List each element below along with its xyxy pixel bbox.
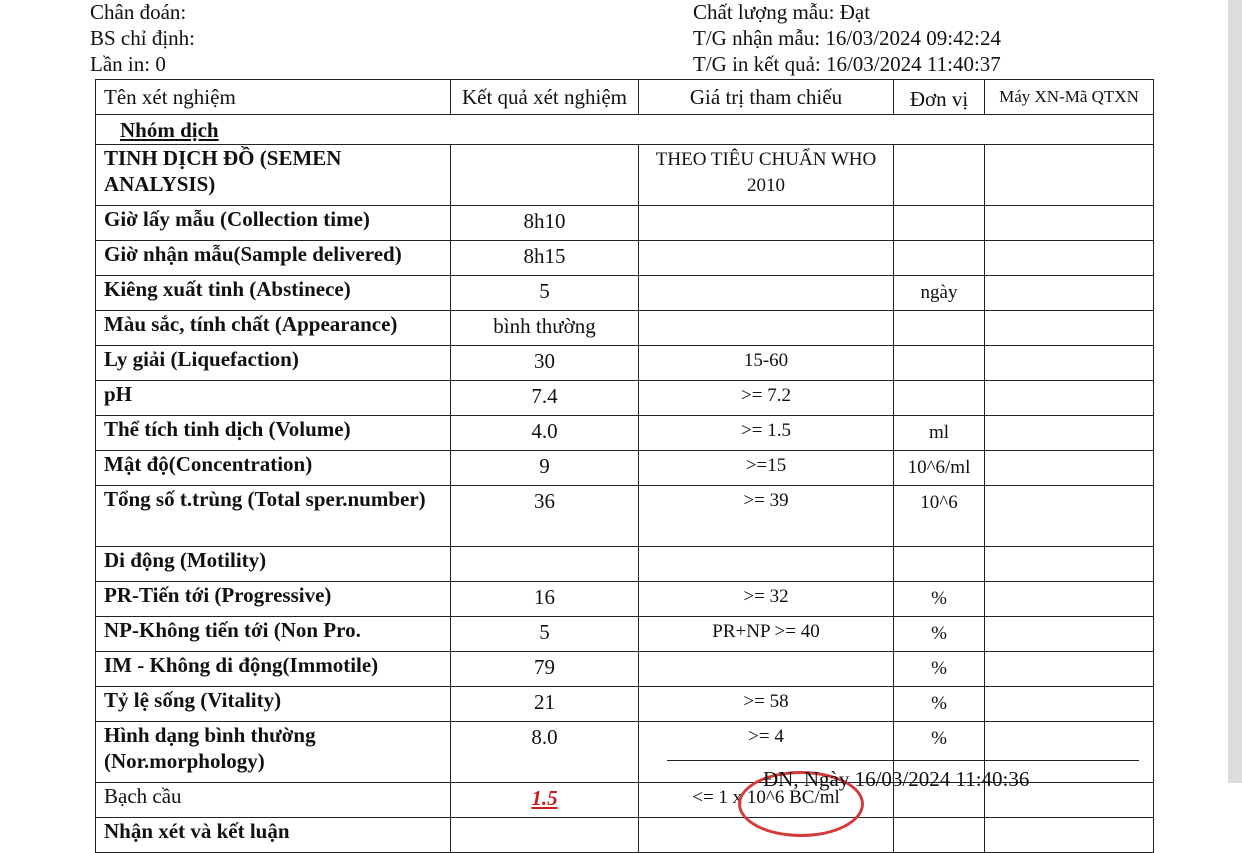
test-name: Bạch cầu [96,783,451,818]
test-result [451,818,639,853]
test-unit [894,206,985,241]
test-unit [894,818,985,853]
test-name: Tỷ lệ sống (Vitality) [96,687,451,722]
table-row [96,547,1154,582]
page-edge [1228,0,1242,783]
test-machine [985,818,1154,853]
test-name: Hình dạng bình thường (Nor.morphology) [96,722,451,783]
test-machine [985,346,1154,381]
test-machine [985,241,1154,276]
test-unit [894,241,985,276]
test-name: Kiêng xuất tinh (Abstinece) [96,276,451,311]
table-row [96,617,1154,652]
table-row [96,145,1154,206]
test-machine [985,486,1154,547]
test-unit [894,346,985,381]
table-row [96,346,1154,381]
test-reference: <= 1 x 10^6 BC/ml [639,783,894,818]
test-unit: ngày [894,276,985,311]
table-row [96,276,1154,311]
table-row [96,818,1154,853]
test-machine [985,451,1154,486]
test-result: 5 [451,276,639,311]
table-row [96,381,1154,416]
test-machine [985,381,1154,416]
test-unit: % [894,582,985,617]
test-unit: % [894,617,985,652]
column-header: Máy XN-Mã QTXN [985,80,1154,115]
result-time: T/G in kết quả: 16/03/2024 11:40:37 [693,52,1001,76]
table-row [96,687,1154,722]
test-result [451,145,639,206]
test-result: 36 [451,486,639,547]
abnormal-result-flag: 1.5 [531,786,558,810]
test-name: PR-Tiến tới (Progressive) [96,582,451,617]
column-header: Tên xét nghiệm [96,80,451,115]
group-row [96,115,1154,145]
test-reference [639,276,894,311]
test-name: Màu sắc, tính chất (Appearance) [96,311,451,346]
test-machine [985,582,1154,617]
test-name: Giờ nhận mẫu(Sample delivered) [96,241,451,276]
test-result: 16 [451,582,639,617]
test-reference: >= 4 [639,722,894,783]
received-time: T/G nhận mẫu: 16/03/2024 09:42:24 [693,26,1001,50]
test-machine [985,416,1154,451]
test-reference: 15-60 [639,346,894,381]
test-reference: >= 7.2 [639,381,894,416]
test-name: Giờ lấy mẫu (Collection time) [96,206,451,241]
test-result: 8h10 [451,206,639,241]
table-row [96,241,1154,276]
test-machine [985,276,1154,311]
test-unit: 10^6 [894,486,985,547]
test-name: Ly giải (Liquefaction) [96,346,451,381]
results-table [95,79,1154,853]
test-reference: PR+NP >= 40 [639,617,894,652]
test-machine [985,652,1154,687]
test-reference: >= 32 [639,582,894,617]
test-unit [894,547,985,582]
test-name: Nhận xét và kết luận [96,818,451,853]
test-result [451,547,639,582]
table-header-row [96,80,1154,115]
diagnosis-label: Chân đoán: [90,0,187,24]
test-result: 4.0 [451,416,639,451]
test-name: Di động (Motility) [96,547,451,582]
test-unit: % [894,687,985,722]
test-unit: ml [894,416,985,451]
test-result: 7.4 [451,381,639,416]
column-header: Đơn vị [894,80,985,115]
test-unit [894,145,985,206]
group-label: Nhóm dịch [120,117,219,142]
print-count: Lần in: 0 [90,52,166,76]
test-reference [639,547,894,582]
test-reference [639,652,894,687]
test-reference: THEO TIÊU CHUẨN WHO 2010 [639,145,894,206]
test-unit: % [894,652,985,687]
test-name: Thể tích tinh dịch (Volume) [96,416,451,451]
test-reference [639,241,894,276]
column-header: Kết quả xét nghiệm [451,80,639,115]
test-unit: 10^6/ml [894,451,985,486]
test-result: bình thường [451,311,639,346]
test-result: 21 [451,687,639,722]
test-result: 9 [451,451,639,486]
test-reference: >= 1.5 [639,416,894,451]
test-reference: >=15 [639,451,894,486]
sample-quality: Chất lượng mẫu: Đạt [693,0,871,24]
test-name: IM - Không di động(Immotile) [96,652,451,687]
table-row [96,206,1154,241]
test-reference: >= 39 [639,486,894,547]
test-unit [894,381,985,416]
test-name: pH [96,381,451,416]
column-header: Giá trị tham chiếu [639,80,894,115]
test-name: Mật độ(Concentration) [96,451,451,486]
test-unit [894,311,985,346]
test-name: NP-Không tiến tới (Non Pro. [96,617,451,652]
test-reference: >= 58 [639,687,894,722]
test-result: 8h15 [451,241,639,276]
table-row [96,486,1154,547]
test-machine [985,687,1154,722]
test-result: 79 [451,652,639,687]
test-machine [985,311,1154,346]
test-result: 30 [451,346,639,381]
test-name: TINH DỊCH ĐỒ (SEMEN ANALYSIS) [96,145,451,206]
doctor-label: BS chỉ định: [90,26,196,50]
table-row [96,451,1154,486]
test-machine [985,547,1154,582]
test-unit: % [894,722,985,783]
test-machine [985,206,1154,241]
test-machine [985,145,1154,206]
test-reference [639,206,894,241]
table-row [96,652,1154,687]
signature-line [667,760,1139,761]
test-result: 8.0 [451,722,639,783]
test-reference [639,311,894,346]
table-row [96,582,1154,617]
table-row [96,311,1154,346]
table-row [96,416,1154,451]
test-machine [985,617,1154,652]
test-name: Tổng số t.trùng (Total sper.number) [96,486,451,547]
test-result: 5 [451,617,639,652]
signature-date: ĐN, Ngày 16/03/2024 11:40:36 [763,767,1030,791]
